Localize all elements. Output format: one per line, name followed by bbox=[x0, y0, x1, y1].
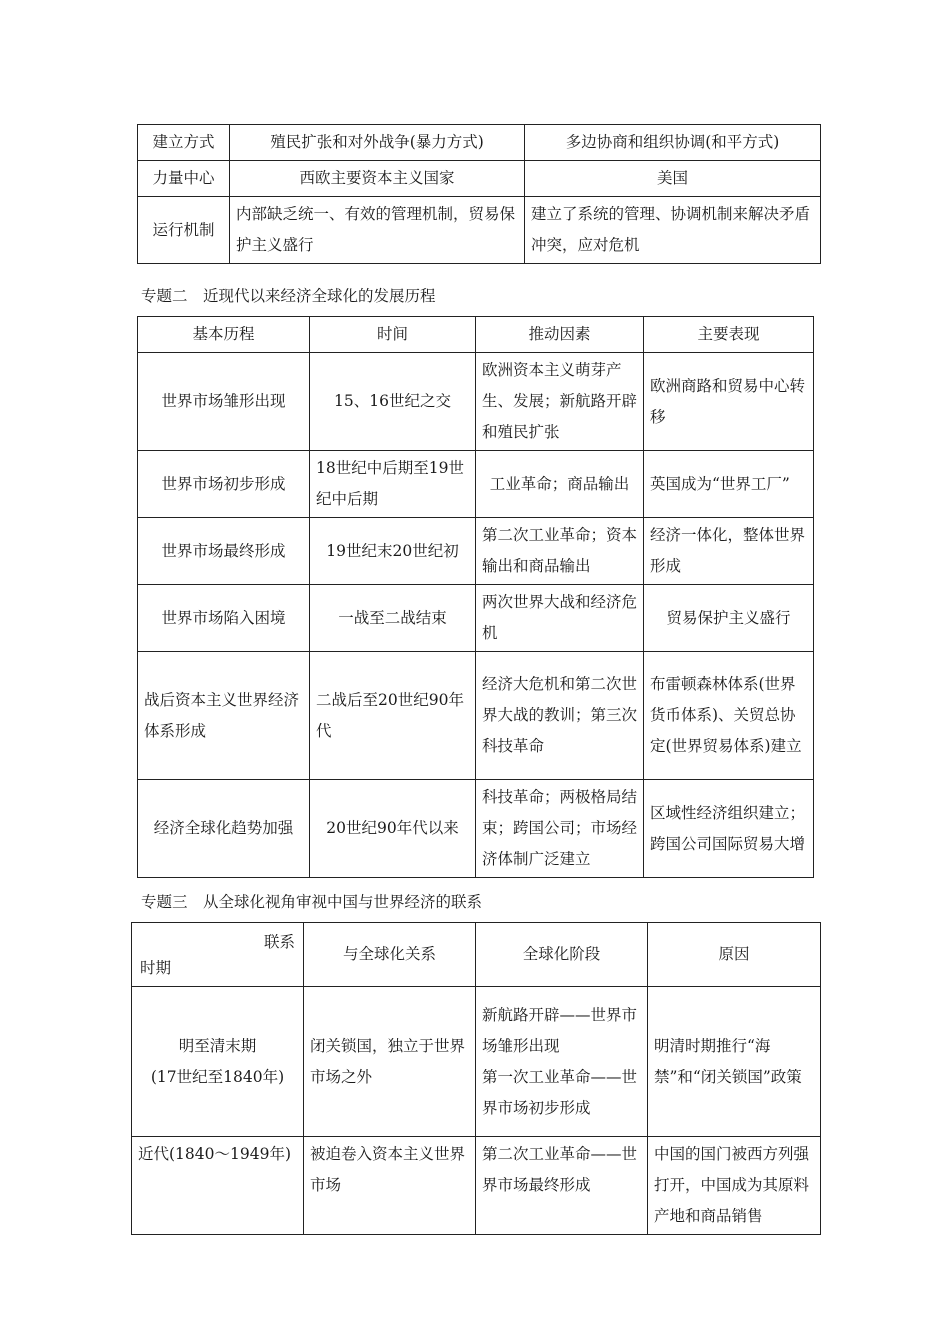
table-cell: 区域性经济组织建立；跨国公司国际贸易大增 bbox=[644, 780, 814, 878]
table-cell: 多边协商和组织协调(和平方式) bbox=[525, 125, 821, 161]
row-label: 力量中心 bbox=[138, 161, 230, 197]
table-cell: 两次世界大战和经济危机 bbox=[476, 585, 644, 652]
table-cell: 经济一体化，整体世界形成 bbox=[644, 518, 814, 585]
table-row bbox=[138, 518, 814, 585]
history-table bbox=[137, 316, 814, 878]
table-cell: 15、16世纪之交 bbox=[310, 353, 476, 451]
table-cell: 新航路开辟——世界市场雏形出现 第一次工业革命——世界市场初步形成 bbox=[476, 987, 648, 1137]
table-cell: 英国成为“世界工厂” bbox=[644, 451, 814, 518]
table-cell: 经济全球化趋势加强 bbox=[138, 780, 310, 878]
table-row bbox=[138, 780, 814, 878]
table-cell: 18世纪中后期至19世纪中后期 bbox=[310, 451, 476, 518]
column-header: 原因 bbox=[648, 923, 821, 987]
column-header: 推动因素 bbox=[476, 317, 644, 353]
table-cell: 欧洲资本主义萌芽产生、发展；新航路开辟和殖民扩张 bbox=[476, 353, 644, 451]
table-cell: 欧洲商路和贸易中心转移 bbox=[644, 353, 814, 451]
table-row bbox=[138, 197, 821, 264]
table-cell: 中国的国门被西方列强打开，中国成为其原料产地和商品销售 bbox=[648, 1137, 821, 1235]
table-cell: 近代(1840～1949年) bbox=[132, 1137, 304, 1235]
table-cell: 世界市场陷入困境 bbox=[138, 585, 310, 652]
table-cell: 战后资本主义世界经济体系形成 bbox=[138, 652, 310, 780]
header-diag-top: 联系 bbox=[263, 932, 295, 951]
table-cell: 内部缺乏统一、有效的管理机制，贸易保护主义盛行 bbox=[230, 197, 525, 264]
table-cell: 世界市场初步形成 bbox=[138, 451, 310, 518]
table-cell: 科技革命；两极格局结束；跨国公司；市场经济体制广泛建立 bbox=[476, 780, 644, 878]
table-cell: 第二次工业革命；资本输出和商品输出 bbox=[476, 518, 644, 585]
diagonal-header-cell bbox=[132, 923, 304, 987]
table-cell: 西欧主要资本主义国家 bbox=[230, 161, 525, 197]
table-cell: 殖民扩张和对外战争(暴力方式) bbox=[230, 125, 525, 161]
table-cell: 工业革命；商品输出 bbox=[476, 451, 644, 518]
table-row bbox=[138, 451, 814, 518]
table-row bbox=[138, 125, 821, 161]
column-header: 基本历程 bbox=[138, 317, 310, 353]
table-row bbox=[138, 161, 821, 197]
table-cell: 二战后至20世纪90年代 bbox=[310, 652, 476, 780]
table-cell: 布雷顿森林体系(世界货币体系)、关贸总协定(世界贸易体系)建立 bbox=[644, 652, 814, 780]
table-row bbox=[138, 585, 814, 652]
table-cell: 经济大危机和第二次世界大战的教训；第三次科技革命 bbox=[476, 652, 644, 780]
table-cell: 一战至二战结束 bbox=[310, 585, 476, 652]
table-cell: 美国 bbox=[525, 161, 821, 197]
column-header: 时间 bbox=[310, 317, 476, 353]
table-cell: 世界市场最终形成 bbox=[138, 518, 310, 585]
table-row bbox=[138, 652, 814, 780]
table-cell: 被迫卷入资本主义世界市场 bbox=[304, 1137, 476, 1235]
table-cell: 世界市场雏形出现 bbox=[138, 353, 310, 451]
table-cell: 明清时期推行“海禁”和“闭关锁国”政策 bbox=[648, 987, 821, 1137]
row-label: 建立方式 bbox=[138, 125, 230, 161]
table-cell: 明至清末期 (17世纪至1840年) bbox=[132, 987, 304, 1137]
table-cell: 闭关锁国，独立于世界市场之外 bbox=[304, 987, 476, 1137]
column-header: 与全球化关系 bbox=[304, 923, 476, 987]
table-row bbox=[132, 1137, 821, 1235]
section-heading: 专题二 近现代以来经济全球化的发展历程 bbox=[141, 287, 436, 305]
table-row bbox=[138, 353, 814, 451]
table-cell: 19世纪末20世纪初 bbox=[310, 518, 476, 585]
comparison-table bbox=[137, 124, 821, 264]
table-header-row bbox=[132, 923, 821, 987]
table-cell: 建立了系统的管理、协调机制来解决矛盾冲突，应对危机 bbox=[525, 197, 821, 264]
table-cell: 20世纪90年代以来 bbox=[310, 780, 476, 878]
column-header: 主要表现 bbox=[644, 317, 814, 353]
table-cell: 贸易保护主义盛行 bbox=[644, 585, 814, 652]
section-heading: 专题三 从全球化视角审视中国与世界经济的联系 bbox=[141, 893, 483, 911]
header-diag-bottom: 时期 bbox=[140, 958, 172, 977]
table-cell: 第二次工业革命——世界市场最终形成 bbox=[476, 1137, 648, 1235]
column-header: 全球化阶段 bbox=[476, 923, 648, 987]
row-label: 运行机制 bbox=[138, 197, 230, 264]
table-row bbox=[132, 987, 821, 1137]
table-header-row bbox=[138, 317, 814, 353]
china-relations-table bbox=[131, 922, 821, 1235]
